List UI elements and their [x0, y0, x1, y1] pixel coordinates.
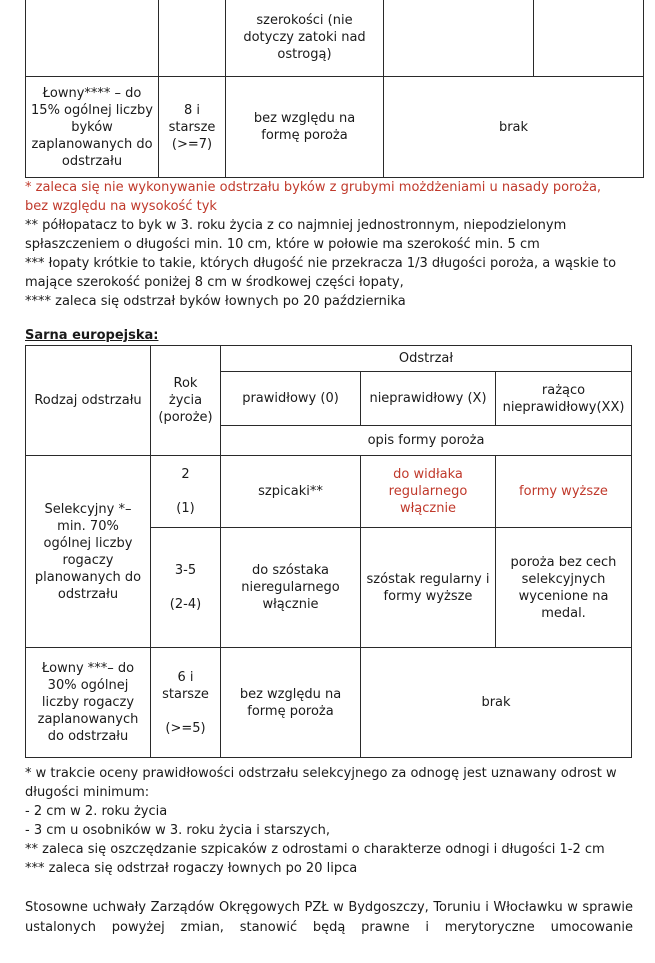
table-cell: formy wyższe	[496, 456, 632, 528]
footnote-line: spłaszczeniem o długości min. 10 cm, które w połowie ma szerokość min. 5 cm	[25, 237, 540, 252]
header-age: Rok życia (poroże)	[151, 346, 221, 456]
antler-form-cell: bez względu na formę poroża	[226, 77, 384, 178]
header-shot: Odstrzał	[221, 346, 632, 372]
none-cell: brak	[384, 77, 644, 178]
footnote-line: *** łopaty krótkie to takie, których długość nie przekracza 1/3 długości poroża, a wąskie to	[25, 256, 617, 271]
footnote-line: ** półłopatacz to byk w 3. roku życia z co najmniej jednostronnym, niepodzielonym	[25, 218, 567, 233]
closing-paragraph-line: Stosowne uchwały Zarządów Okręgowych PZŁ w Bydgoszczy, Toruniu i Włocławku w sprawie	[25, 900, 633, 915]
closing-paragraph-line: ustalonych powyżej zmian, stanowić będą prawne i merytoryczne umocowanie	[25, 920, 633, 935]
header-antler-description: opis formy poroża	[221, 426, 632, 456]
table-cell	[159, 0, 226, 77]
header-incorrect: nieprawidłowy (X)	[361, 372, 496, 426]
header-correct: prawidłowy (0)	[221, 372, 361, 426]
age-cell: 6 i starsze (>=5)	[151, 648, 221, 758]
table-cell	[534, 0, 644, 77]
footnote-line: * w trakcie oceny prawidłowości odstrzału selekcyjnego za odnogę jest uznawany odrost w	[25, 766, 617, 781]
red-deer-table-continuation	[25, 0, 644, 178]
roe-deer-table	[25, 345, 632, 758]
table-row	[26, 648, 632, 758]
footnote-line: * zaleca się nie wykonywanie odstrzału byków z grubymi możdżeniami u nasady poroża,	[25, 180, 602, 195]
table-cell: poroża bez cech selekcyjnych wycenione na medal.	[496, 528, 632, 648]
age-cell: 3-5 (2-4)	[151, 528, 221, 648]
table-row	[26, 0, 644, 77]
footnote-line: ** zaleca się oszczędzanie szpicaków z odrostami o charakterze odnogi i długości 1-2 cm	[25, 842, 605, 857]
table-cell: szerokości (nie dotyczy zatoki nad ostrogą)	[226, 0, 384, 77]
table-row	[26, 346, 632, 372]
hunting-label: Łowny ***– do 30% ogólnej liczby rogaczy zaplanowanych do odstrzału	[26, 648, 151, 758]
table-cell: szóstak regularny i formy wyższe	[361, 528, 496, 648]
footnote-line: *** zaleca się odstrzał rogaczy łownych po 20 lipca	[25, 861, 358, 876]
section-title: Sarna europejska:	[25, 328, 159, 343]
age-cell: 2 (1)	[151, 456, 221, 528]
header-grossly-incorrect: rażąco nieprawidłowy(XX)	[496, 372, 632, 426]
footnote-line: mające szerokość poniżej 8 cm w środkowej części łopaty,	[25, 275, 404, 290]
table-cell: do szóstaka nieregularnego włącznie	[221, 528, 361, 648]
footnote-line: - 3 cm u osobników w 3. roku życia i starszych,	[25, 823, 331, 838]
table-row	[26, 77, 644, 178]
footnote-line: bez względu na wysokość tyk	[25, 199, 217, 214]
table-cell	[384, 0, 534, 77]
shot-type-cell: Łowny**** – do 15% ogólnej liczby byków zaplanowanych do odstrzału	[26, 77, 159, 178]
table-cell: do widłaka regularnego włącznie	[361, 456, 496, 528]
table-cell	[26, 0, 159, 77]
table-cell: bez względu na formę poroża	[221, 648, 361, 758]
none-cell: brak	[361, 648, 632, 758]
footnote-line: **** zaleca się odstrzał byków łownych po 20 października	[25, 294, 406, 309]
footnote-line: długości minimum:	[25, 785, 150, 800]
age-cell: 8 i starsze (>=7)	[159, 77, 226, 178]
footnote-line: - 2 cm w 2. roku życia	[25, 804, 168, 819]
table-cell: szpicaki**	[221, 456, 361, 528]
table-row	[26, 456, 632, 528]
selective-label: Selekcyjny *– min. 70% ogólnej liczby rogaczy planowanych do odstrzału	[26, 456, 151, 648]
header-shot-type: Rodzaj odstrzału	[26, 346, 151, 456]
